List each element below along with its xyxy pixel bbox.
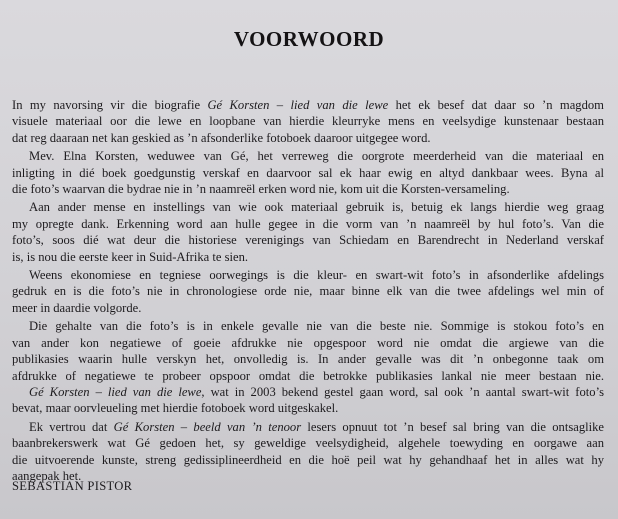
text-line: gedruk en is die foto’s nie in chronologiese orde nie, maar binne elk van die twee afdelings wel min of (12, 284, 604, 299)
book-title-italic: Gé Korsten – lied van die lewe (207, 98, 389, 112)
text-line: aangepak het. (12, 468, 82, 483)
paragraph-5 (12, 318, 604, 416)
text-line: is, is nou die eerste keer in Suid-Afrika te sien. (12, 249, 249, 264)
foreword-body (12, 97, 604, 486)
text-line: In my navorsing vir die biografie Gé Korsten – lied van die lewe het ek besef dat daar so ’n magdom (12, 98, 604, 112)
page-title: VOORWOORD (233, 27, 385, 51)
text-line: baanbrekerswerk wat Gé gedoen het, sy geweldige veelsydigheid, algehele toewyding en oorgawe aan (12, 436, 604, 451)
text-line: publikasies waarin hulle verskyn het, onvolledig is. In ander gevalle was dit ’n onbegonne taak om (12, 352, 604, 367)
text-line: die foto’s waarvan die bydrae nie in ’n naamreël erken word nie, kom uit die Korsten-versameling. (12, 182, 510, 197)
text-line: Die gehalte van die foto’s is in enkele gevalle nie van die beste nie. Sommige is stokou foto’s en (29, 319, 604, 334)
text-line: dat reg daaraan net kan geskied as ’n afsonderlike fotoboek daaroor uitgegee word. (12, 130, 431, 145)
author-signature: SEBASTIAN PISTOR (12, 479, 133, 493)
text-line: Gé Korsten – lied van die lewe, wat in 2003 bekend gestel gaan word, sal ook ’n aantal swart-wit foto’s (29, 384, 604, 399)
paragraph-6 (12, 419, 604, 485)
text-line: Weens ekonomiese en tegniese oorwegings is die kleur- en swart-wit foto’s in afsonderlike afdelings (29, 268, 604, 283)
text-line: inligting in dié boek goedgunstig verskaf en daarvoor sal ek haar ewig en altyd dankbaar wees. Byna al (12, 165, 604, 180)
text-line: van ander kon negatiewe of goeie afdrukke nie opgespoor word nie omdat die argiewe van die (12, 335, 604, 350)
text-line: Mev. Elna Korsten, weduwee van Gé, het verreweg die oorgrote meerderheid van die materiaal en (29, 149, 604, 164)
book-title-italic: Gé Korsten – beeld van ’n tenoor (113, 419, 302, 434)
paragraph-2 (12, 148, 604, 197)
text-line: my opregte dank. Erkenning word aan hulle gegee in die vorm van ’n naamreël by hul foto’s. Van die (12, 216, 604, 231)
paragraph-3 (12, 199, 604, 265)
text-line: foto’s, soos dié wat deur die historiese verenigings van Schiedam en Barendrecht in Nederland verskaf (12, 233, 604, 248)
text-line: Aan ander mense en instellings van wie ook materiaal gebruik is, betuig ek langs hierdie weg graag (29, 200, 604, 215)
text-line: visuele materiaal oor die lewe en loopbane van hierdie kleurryke mens en veelsydige kunstenaar bestaan (12, 114, 604, 129)
paragraph-4 (12, 267, 604, 316)
text-line: meer in daardie volgorde. (12, 300, 142, 315)
text-line: afdrukke of negatiewe te probeer opspoor omdat die betrokke publikasies lankal nie meer bestaan nie. (12, 368, 604, 383)
paragraph-1 (12, 97, 604, 146)
text-line: Ek vertrou dat Gé Korsten – beeld van ’n tenoor lesers opnuut tot ’n besef sal bring van die ontsaglike (29, 419, 605, 434)
book-title-italic: Gé Korsten – lied van die lewe (29, 384, 202, 399)
text-line: bevat, maar oorvleueling met hierdie fotoboek word uitgeskakel. (12, 401, 339, 416)
text-line: die uitvoerende kunste, streng gedissiplineerdheid en die hoë peil wat hy gehandhaaf het in alles wat hy (12, 452, 604, 467)
